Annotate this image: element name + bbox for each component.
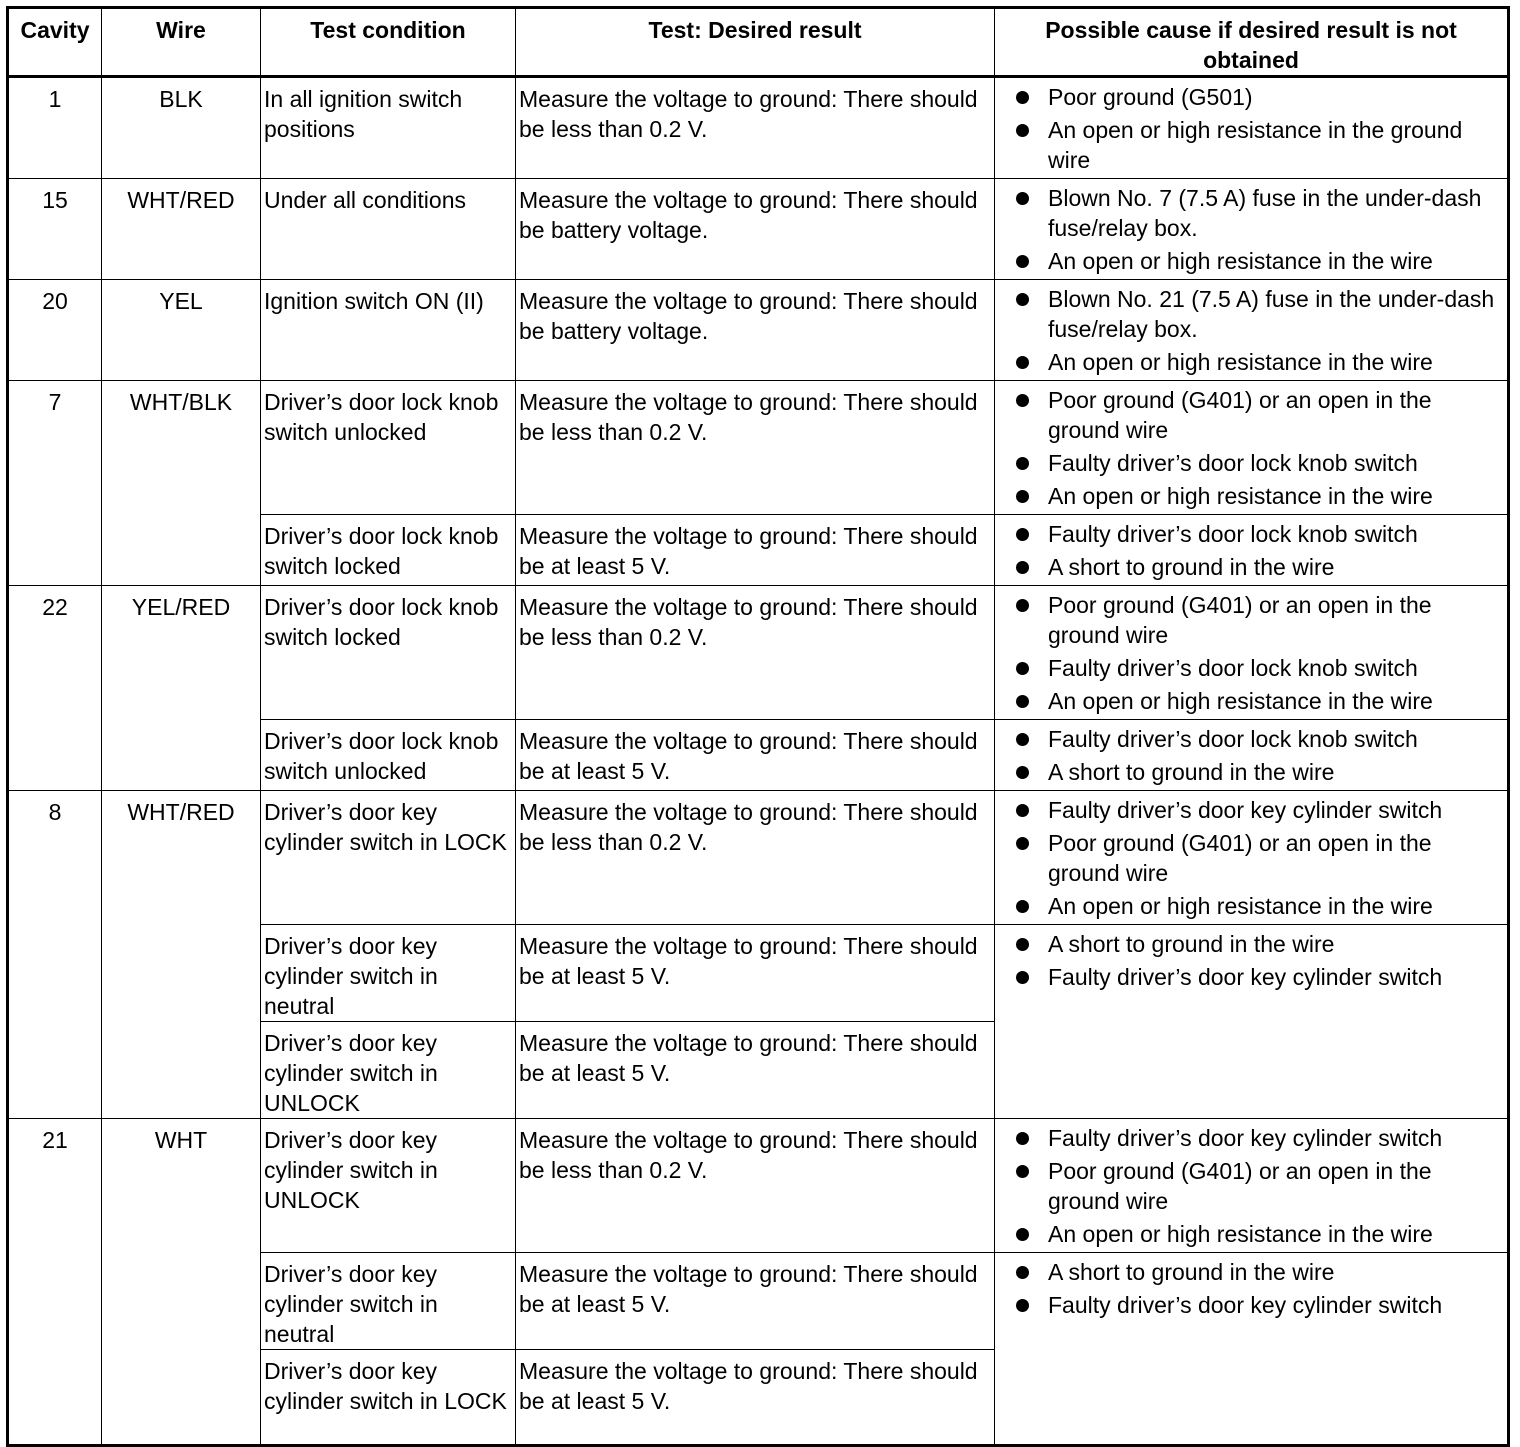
cause-item (998, 183, 1505, 243)
cause-list (998, 284, 1505, 377)
cause-text: An open or high resistance in the wire (1048, 893, 1433, 919)
troubleshooting-table (6, 6, 1510, 1447)
bullet-icon (1016, 695, 1029, 708)
header-test-condition: Test condition (261, 8, 516, 77)
possible-cause-cell (995, 791, 1509, 925)
possible-cause-cell (995, 720, 1509, 791)
test-condition-cell: Driver’s door lock knob switch locked (261, 586, 516, 720)
possible-cause-cell (995, 1253, 1509, 1446)
bullet-icon (1016, 1165, 1029, 1178)
cause-text: A short to ground in the wire (1048, 931, 1335, 957)
cause-list (998, 724, 1505, 787)
cause-list (998, 183, 1505, 276)
table-row (8, 77, 1509, 179)
wire-cell: BLK (102, 77, 261, 179)
test-condition-cell: Under all conditions (261, 179, 516, 280)
cause-item (998, 1290, 1505, 1320)
test-condition-cell: Driver’s door lock knob switch locked (261, 515, 516, 586)
cause-text: Faulty driver’s door key cylinder switch (1048, 1125, 1443, 1151)
cause-list (998, 1257, 1505, 1320)
test-condition-cell: Driver’s door lock knob switch unlocked (261, 381, 516, 515)
desired-result-cell: Measure the voltage to ground: There should be less than 0.2 V. (516, 77, 995, 179)
cause-item (998, 590, 1505, 650)
bullet-icon (1016, 837, 1029, 850)
cavity-cell: 1 (8, 77, 102, 179)
wire-cell: YEL/RED (102, 586, 261, 791)
wire-cell: WHT/RED (102, 791, 261, 1119)
cause-item (998, 653, 1505, 683)
cause-item (998, 891, 1505, 921)
cause-text: Poor ground (G401) or an open in the ground wire (1048, 1158, 1432, 1214)
possible-cause-cell (995, 179, 1509, 280)
cavity-cell: 21 (8, 1119, 102, 1446)
cause-text: Faulty driver’s door key cylinder switch (1048, 1292, 1443, 1318)
test-condition-cell: Driver’s door key cylinder switch in UNLOCK (261, 1119, 516, 1253)
cause-list (998, 385, 1505, 511)
possible-cause-cell (995, 77, 1509, 179)
bullet-icon (1016, 457, 1029, 470)
table-row (8, 280, 1509, 381)
desired-result-cell: Measure the voltage to ground: There should be less than 0.2 V. (516, 791, 995, 925)
bullet-icon (1016, 293, 1029, 306)
desired-result-cell: Measure the voltage to ground: There should be at least 5 V. (516, 515, 995, 586)
cause-item (998, 757, 1505, 787)
cause-text: An open or high resistance in the wire (1048, 1221, 1433, 1247)
wire-cell: YEL (102, 280, 261, 381)
desired-result-cell: Measure the voltage to ground: There should be less than 0.2 V. (516, 1119, 995, 1253)
possible-cause-cell (995, 925, 1509, 1119)
cause-text: A short to ground in the wire (1048, 1259, 1335, 1285)
cause-text: Faulty driver’s door lock knob switch (1048, 726, 1418, 752)
test-condition-cell: Driver’s door key cylinder switch in neutral (261, 1253, 516, 1350)
bullet-icon (1016, 561, 1029, 574)
bullet-icon (1016, 1132, 1029, 1145)
wire-cell: WHT (102, 1119, 261, 1446)
cause-text: Faulty driver’s door key cylinder switch (1048, 797, 1443, 823)
cause-item (998, 724, 1505, 754)
bullet-icon (1016, 490, 1029, 503)
header-possible-cause: Possible cause if desired result is not obtained (995, 8, 1509, 77)
desired-result-cell: Measure the voltage to ground: There should be less than 0.2 V. (516, 381, 995, 515)
bullet-icon (1016, 971, 1029, 984)
bullet-icon (1016, 733, 1029, 746)
cause-list (998, 590, 1505, 716)
cause-text: An open or high resistance in the wire (1048, 248, 1433, 274)
cavity-cell: 15 (8, 179, 102, 280)
desired-result-cell: Measure the voltage to ground: There should be less than 0.2 V. (516, 586, 995, 720)
cause-item (998, 929, 1505, 959)
bullet-icon (1016, 938, 1029, 951)
bullet-icon (1016, 394, 1029, 407)
cause-item (998, 284, 1505, 344)
test-condition-cell: Driver’s door key cylinder switch in UNLOCK (261, 1022, 516, 1119)
bullet-icon (1016, 662, 1029, 675)
test-condition-cell: Driver’s door key cylinder switch in neutral (261, 925, 516, 1022)
cause-item (998, 1257, 1505, 1287)
table-row (8, 586, 1509, 720)
table-header (8, 8, 1509, 77)
bullet-icon (1016, 1266, 1029, 1279)
cause-item (998, 795, 1505, 825)
cause-item (998, 246, 1505, 276)
test-condition-cell: Driver’s door lock knob switch unlocked (261, 720, 516, 791)
cause-item (998, 552, 1505, 582)
cause-text: Faulty driver’s door lock knob switch (1048, 655, 1418, 681)
cause-text: Faulty driver’s door key cylinder switch (1048, 964, 1443, 990)
cause-text: Blown No. 7 (7.5 A) fuse in the under-dash fuse/relay box. (1048, 185, 1482, 241)
bullet-icon (1016, 255, 1029, 268)
desired-result-cell: Measure the voltage to ground: There should be at least 5 V. (516, 720, 995, 791)
bullet-icon (1016, 192, 1029, 205)
cause-item (998, 115, 1505, 175)
table-row (8, 381, 1509, 515)
header-desired-result: Test: Desired result (516, 8, 995, 77)
cause-text: An open or high resistance in the ground wire (1048, 117, 1463, 173)
bullet-icon (1016, 1228, 1029, 1241)
cavity-cell: 8 (8, 791, 102, 1119)
cause-item (998, 347, 1505, 377)
cause-item (998, 962, 1505, 992)
bullet-icon (1016, 900, 1029, 913)
bullet-icon (1016, 356, 1029, 369)
possible-cause-cell (995, 515, 1509, 586)
cause-text: A short to ground in the wire (1048, 554, 1335, 580)
cause-text: Poor ground (G401) or an open in the ground wire (1048, 387, 1432, 443)
cause-item (998, 82, 1505, 112)
cavity-cell: 7 (8, 381, 102, 586)
desired-result-cell: Measure the voltage to ground: There should be battery voltage. (516, 179, 995, 280)
table-row (8, 791, 1509, 925)
possible-cause-cell (995, 586, 1509, 720)
desired-result-cell: Measure the voltage to ground: There should be at least 5 V. (516, 1350, 995, 1446)
cause-text: An open or high resistance in the wire (1048, 483, 1433, 509)
cause-item (998, 1156, 1505, 1216)
desired-result-cell: Measure the voltage to ground: There should be at least 5 V. (516, 925, 995, 1022)
desired-result-cell: Measure the voltage to ground: There should be at least 5 V. (516, 1022, 995, 1119)
cause-text: Faulty driver’s door lock knob switch (1048, 450, 1418, 476)
possible-cause-cell (995, 1119, 1509, 1253)
test-condition-cell: Driver’s door key cylinder switch in LOCK (261, 791, 516, 925)
cavity-cell: 20 (8, 280, 102, 381)
cause-text: Poor ground (G401) or an open in the ground wire (1048, 830, 1432, 886)
cause-item (998, 519, 1505, 549)
cause-list (998, 795, 1505, 921)
bullet-icon (1016, 1299, 1029, 1312)
wire-cell: WHT/RED (102, 179, 261, 280)
table-body (8, 77, 1509, 1446)
cause-item (998, 1123, 1505, 1153)
bullet-icon (1016, 804, 1029, 817)
bullet-icon (1016, 528, 1029, 541)
possible-cause-cell (995, 381, 1509, 515)
cause-item (998, 1219, 1505, 1249)
bullet-icon (1016, 766, 1029, 779)
header-wire: Wire (102, 8, 261, 77)
wire-cell: WHT/BLK (102, 381, 261, 586)
cause-list (998, 929, 1505, 992)
test-condition-cell: Ignition switch ON (II) (261, 280, 516, 381)
cause-list (998, 519, 1505, 582)
cause-text: Poor ground (G501) (1048, 84, 1253, 110)
cavity-cell: 22 (8, 586, 102, 791)
cause-text: Faulty driver’s door lock knob switch (1048, 521, 1418, 547)
cause-item (998, 385, 1505, 445)
possible-cause-cell (995, 280, 1509, 381)
test-condition-cell: Driver’s door key cylinder switch in LOCK (261, 1350, 516, 1446)
bullet-icon (1016, 91, 1029, 104)
header-row (8, 8, 1509, 77)
cause-item (998, 828, 1505, 888)
cause-text: Blown No. 21 (7.5 A) fuse in the under-dash fuse/relay box. (1048, 286, 1495, 342)
cause-text: An open or high resistance in the wire (1048, 349, 1433, 375)
header-cavity: Cavity (8, 8, 102, 77)
cause-text: A short to ground in the wire (1048, 759, 1335, 785)
cause-item (998, 686, 1505, 716)
cause-item (998, 448, 1505, 478)
cause-item (998, 481, 1505, 511)
cause-text: Poor ground (G401) or an open in the ground wire (1048, 592, 1432, 648)
desired-result-cell: Measure the voltage to ground: There should be at least 5 V. (516, 1253, 995, 1350)
table-row (8, 179, 1509, 280)
cause-text: An open or high resistance in the wire (1048, 688, 1433, 714)
bullet-icon (1016, 599, 1029, 612)
cause-list (998, 82, 1505, 175)
bullet-icon (1016, 124, 1029, 137)
cause-list (998, 1123, 1505, 1249)
desired-result-cell: Measure the voltage to ground: There should be battery voltage. (516, 280, 995, 381)
test-condition-cell: In all ignition switch positions (261, 77, 516, 179)
table-row (8, 1119, 1509, 1253)
